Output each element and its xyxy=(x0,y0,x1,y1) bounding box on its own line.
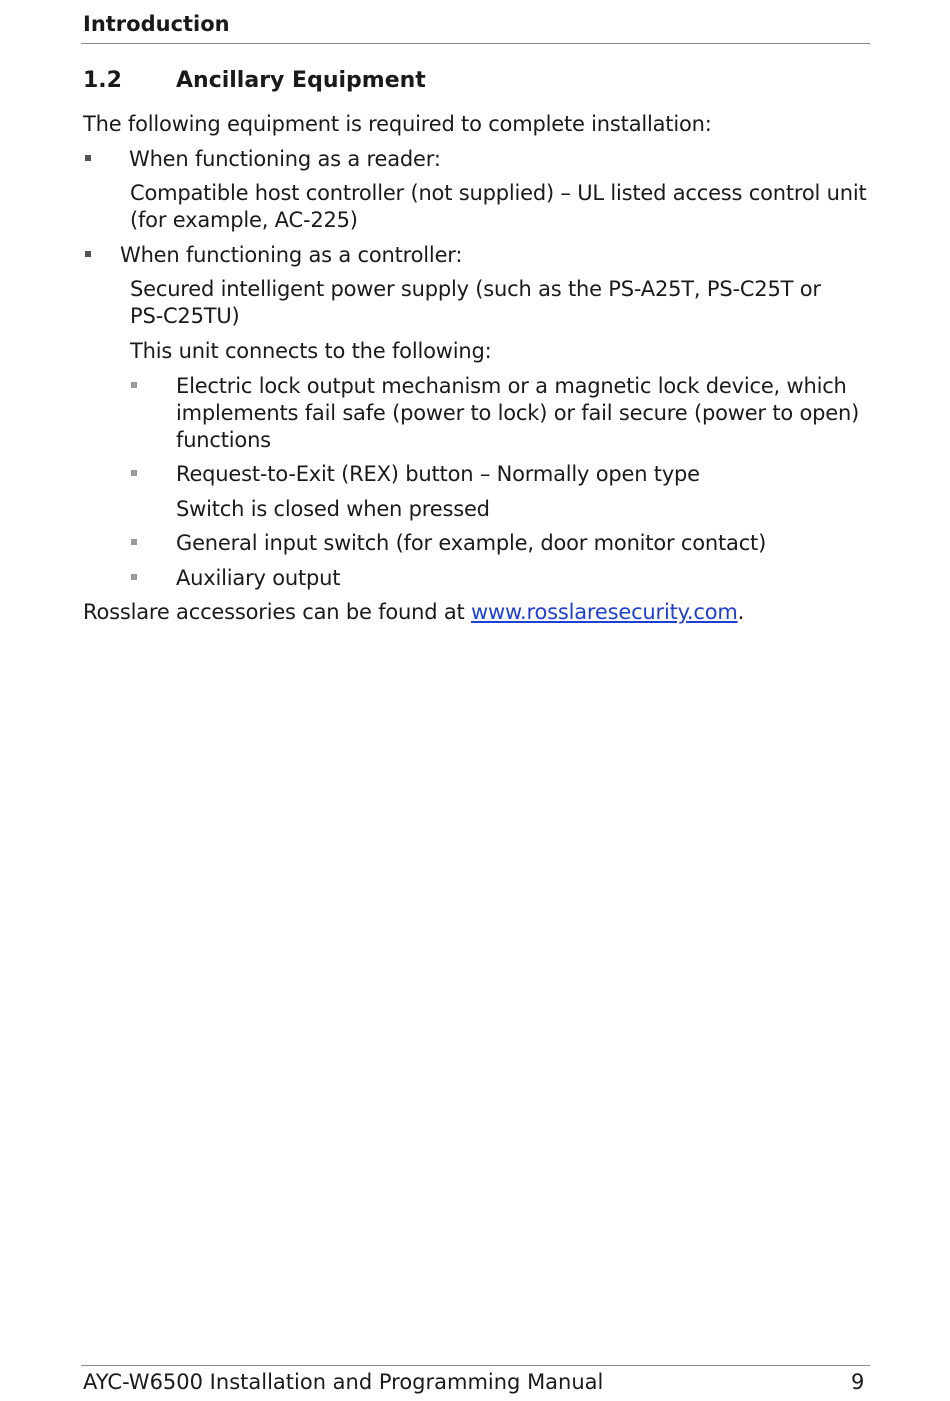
accessories-prefix: Rosslare accessories can be found at xyxy=(83,600,472,624)
general-input-text: General input switch (for example, door monitor contact) xyxy=(176,531,767,555)
page-number: 9 xyxy=(851,1370,865,1394)
lock-line-3: functions xyxy=(176,428,271,452)
lock-line-2: implements fail safe (power to lock) or fail secure (power to open) xyxy=(176,401,860,425)
running-header: Introduction xyxy=(83,12,230,36)
sub-bullet-square-icon xyxy=(131,574,137,580)
intro-text: The following equipment is required to complete installation: xyxy=(83,112,712,136)
rex-note: Switch is closed when pressed xyxy=(176,497,490,521)
rex-text: Request-to-Exit (REX) button – Normally open type xyxy=(176,462,700,486)
bullet-square-icon xyxy=(85,251,91,257)
connects-text: This unit connects to the following: xyxy=(130,339,492,363)
supply-line-2: PS-C25TU) xyxy=(130,304,240,328)
supply-line-1: Secured intelligent power supply (such as the PS-A25T, PS-C25T or xyxy=(130,277,821,301)
section-number: 1.2 xyxy=(83,68,122,93)
reader-heading: When functioning as a reader: xyxy=(129,147,441,171)
section-title: Ancillary Equipment xyxy=(176,68,426,93)
controller-heading: When functioning as a controller: xyxy=(120,243,463,267)
footer-manual-title: AYC-W6500 Installation and Programming Manual xyxy=(83,1370,604,1394)
header-divider xyxy=(81,43,870,44)
accessories-line xyxy=(83,600,744,624)
aux-output-text: Auxiliary output xyxy=(176,566,341,590)
bullet-square-icon xyxy=(85,155,91,161)
rosslare-website-link[interactable]: www.rosslaresecurity.com xyxy=(471,600,738,624)
lock-line-1: Electric lock output mechanism or a magnetic lock device, which xyxy=(176,374,847,398)
accessories-suffix: . xyxy=(737,600,745,624)
sub-bullet-square-icon xyxy=(131,382,137,388)
sub-bullet-square-icon xyxy=(131,470,137,476)
footer-divider xyxy=(81,1365,870,1366)
reader-line-2: (for example, AC-225) xyxy=(130,208,358,232)
reader-line-1: Compatible host controller (not supplied) – UL listed access control unit xyxy=(130,181,867,205)
sub-bullet-square-icon xyxy=(131,539,137,545)
